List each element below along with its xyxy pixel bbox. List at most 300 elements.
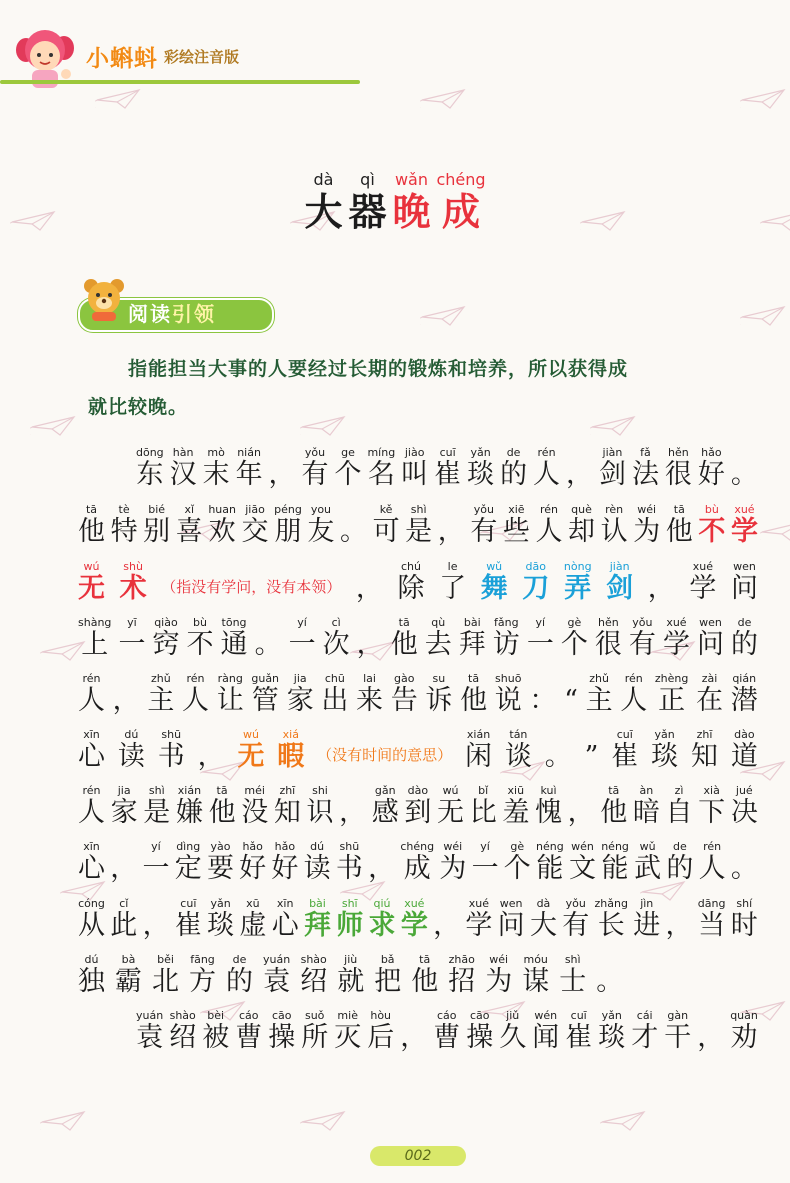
character — [226, 953, 253, 997]
paper-plane-icon — [30, 415, 76, 437]
idiom-meaning — [88, 350, 752, 426]
pinyin: yǒu — [632, 616, 653, 629]
character — [142, 840, 169, 884]
character — [274, 784, 301, 828]
pinyin: shū — [339, 840, 360, 853]
hanzi: 所 — [301, 1022, 329, 1053]
hanzi: 当 — [698, 910, 726, 941]
pinyin: néng — [601, 840, 629, 853]
character — [648, 560, 675, 604]
character — [500, 446, 527, 490]
pinyin: tā — [608, 784, 620, 797]
pinyin: shì — [410, 503, 427, 516]
pinyin: xué — [692, 560, 713, 573]
meaning-line-2: 就比较晚。 — [88, 396, 189, 418]
hanzi: 法 — [631, 459, 659, 490]
hanzi: 剑 — [606, 573, 634, 604]
pinyin: quàn — [730, 1009, 758, 1022]
character — [391, 672, 418, 716]
pinyin: yào — [210, 840, 231, 853]
highlighted-character — [369, 897, 396, 941]
character — [634, 840, 661, 884]
hanzi: 久 — [499, 1022, 527, 1053]
hanzi: ， — [110, 853, 138, 884]
character — [467, 446, 494, 490]
character — [302, 446, 329, 490]
pinyin: jiǔ — [506, 1009, 520, 1022]
character — [731, 446, 758, 490]
pinyin: xià — [703, 784, 720, 797]
character — [698, 446, 725, 490]
character — [611, 728, 638, 772]
character — [373, 503, 400, 547]
highlighted-character — [522, 560, 549, 604]
pinyin: dà — [313, 170, 334, 189]
pinyin: chú — [400, 560, 421, 573]
character — [235, 1009, 262, 1053]
pinyin: cuī — [180, 897, 197, 910]
character — [115, 953, 142, 997]
character — [400, 840, 434, 884]
pinyin: tā — [216, 784, 228, 797]
pinyin: jìn — [640, 897, 654, 910]
character — [323, 616, 350, 660]
character — [334, 446, 361, 490]
pinyin: bié — [148, 503, 166, 516]
hanzi: 不 — [698, 516, 726, 547]
hanzi: 了 — [439, 573, 467, 604]
hanzi: 暇 — [277, 741, 305, 772]
character — [175, 897, 202, 941]
hanzi: 人 — [698, 853, 726, 884]
character — [655, 672, 688, 716]
pinyin: jia — [117, 784, 131, 797]
hanzi: 一 — [526, 629, 554, 660]
hanzi: 一 — [118, 629, 146, 660]
hanzi: 无 — [437, 797, 465, 828]
hanzi: 好 — [271, 853, 299, 884]
hanzi: 的 — [226, 966, 253, 997]
character — [561, 616, 588, 660]
character — [111, 503, 138, 547]
highlighted-character — [277, 728, 304, 772]
character — [306, 784, 333, 828]
hanzi: 决 — [730, 797, 758, 828]
character — [401, 446, 428, 490]
character — [633, 897, 660, 941]
character — [503, 503, 530, 547]
pinyin: shi — [312, 784, 328, 797]
hanzi: 自 — [665, 797, 693, 828]
hanzi: 术 — [119, 573, 147, 604]
pinyin: zhǎng — [594, 897, 628, 910]
hanzi: 很 — [664, 459, 692, 490]
pinyin: kuì — [540, 784, 557, 797]
hanzi: 劝 — [730, 1022, 758, 1053]
character — [433, 1009, 460, 1053]
hanzi: 个 — [334, 459, 362, 490]
character — [209, 784, 236, 828]
character — [217, 672, 244, 716]
character — [274, 503, 302, 547]
character — [268, 1009, 295, 1053]
hanzi: 好 — [239, 853, 267, 884]
character — [731, 672, 758, 716]
character — [448, 953, 475, 997]
hanzi: 舞 — [480, 573, 508, 604]
character — [595, 616, 622, 660]
pinyin: jia — [293, 672, 307, 685]
hanzi: 闻 — [532, 1022, 560, 1053]
hanzi: 谋 — [522, 966, 550, 997]
highlighted-character — [336, 897, 363, 941]
pinyin: tōng — [221, 616, 247, 629]
character — [730, 1009, 758, 1053]
pinyin: zhǔ — [589, 672, 609, 685]
character — [586, 672, 613, 716]
character — [207, 840, 234, 884]
pinyin: fǎng — [493, 616, 519, 629]
pinyin: dào — [734, 728, 755, 741]
hanzi: 末 — [202, 459, 230, 490]
pinyin: you — [310, 503, 332, 516]
hanzi: 名 — [367, 459, 395, 490]
hanzi: 有 — [301, 459, 329, 490]
paper-plane-icon — [300, 1110, 346, 1132]
character — [585, 728, 599, 772]
hanzi: 出 — [321, 685, 349, 716]
hanzi: 在 — [696, 685, 724, 716]
hanzi: 为 — [633, 516, 661, 547]
hanzi: 进 — [633, 910, 661, 941]
pinyin: xǐ — [184, 503, 195, 516]
pinyin: cáo — [436, 1009, 457, 1022]
hanzi: 袁 — [136, 1022, 164, 1053]
pinyin: shàng — [78, 616, 112, 629]
brand-name: 小蝌蚪 — [86, 45, 158, 72]
character — [78, 503, 105, 547]
character — [400, 1009, 427, 1053]
hanzi: 操 — [466, 1022, 494, 1053]
pinyin: nòng — [563, 560, 592, 573]
pinyin: wen — [733, 560, 756, 573]
character — [202, 1009, 229, 1053]
character — [536, 840, 564, 884]
hanzi: 除 — [397, 573, 425, 604]
pinyin: wéi — [489, 953, 509, 966]
pinyin: yí — [480, 840, 490, 853]
pinyin: xiū — [507, 784, 525, 797]
hanzi: 大 — [304, 190, 343, 234]
hanzi: 把 — [374, 966, 402, 997]
pinyin: tā — [468, 672, 480, 685]
pinyin: zhāo — [448, 953, 475, 966]
pinyin: xué — [404, 897, 425, 910]
pinyin: hǎo — [242, 840, 263, 853]
hanzi: 琰 — [598, 1022, 626, 1053]
character — [198, 728, 225, 772]
hanzi: ， — [665, 910, 693, 941]
character — [564, 672, 578, 716]
pinyin: zài — [701, 672, 718, 685]
pinyin: shuō — [495, 672, 522, 685]
hanzi: 无 — [237, 741, 265, 772]
character — [533, 446, 560, 490]
pinyin: cuī — [616, 728, 633, 741]
character — [620, 672, 647, 716]
pinyin: wéi — [443, 840, 463, 853]
character — [152, 616, 179, 660]
bear-mascot-icon — [82, 276, 126, 322]
hanzi: 成 — [403, 853, 431, 884]
hanzi: 家 — [286, 685, 314, 716]
character — [601, 503, 628, 547]
hanzi: 心 — [78, 741, 105, 772]
story-line — [136, 444, 758, 490]
hanzi: 。 — [730, 459, 758, 490]
pinyin: bǎ — [380, 953, 395, 966]
highlighted-character — [698, 503, 725, 547]
hanzi: ， — [142, 910, 170, 941]
character — [182, 672, 209, 716]
hanzi: 成 — [442, 190, 481, 234]
hanzi: 剑 — [598, 459, 626, 490]
pinyin: tā — [419, 953, 431, 966]
hanzi: 招 — [448, 966, 476, 997]
character — [433, 897, 460, 941]
hanzi: 却 — [568, 516, 596, 547]
character — [411, 953, 438, 997]
character — [152, 953, 179, 997]
hanzi: 器 — [348, 190, 387, 234]
pinyin: fǎ — [640, 446, 651, 459]
highlighted-character — [304, 897, 331, 941]
character — [301, 1009, 328, 1053]
pinyin: qì — [360, 170, 375, 189]
pinyin: wǎn — [394, 170, 428, 189]
hanzi: 灭 — [334, 1022, 362, 1053]
character — [78, 784, 105, 828]
pinyin: wen — [699, 616, 722, 629]
header-rule — [0, 80, 360, 84]
character — [731, 840, 758, 884]
hanzi: 让 — [216, 685, 244, 716]
character — [545, 728, 572, 772]
hanzi: 绍 — [169, 1022, 197, 1053]
hanzi: 喜 — [175, 516, 203, 547]
pinyin: xué — [734, 503, 755, 516]
pinyin: le — [447, 560, 458, 573]
character — [136, 446, 164, 490]
hanzi: 文 — [568, 853, 596, 884]
hanzi: 的 — [500, 459, 528, 490]
character — [633, 503, 660, 547]
pinyin: yuán — [263, 953, 291, 966]
character — [367, 1009, 394, 1053]
character — [493, 616, 520, 660]
pinyin: dāng — [697, 897, 726, 910]
hanzi: 虚 — [239, 910, 267, 941]
hanzi: 访 — [492, 629, 520, 660]
hanzi: 学 — [465, 910, 493, 941]
pinyin: xué — [666, 616, 687, 629]
pinyin: zhī — [279, 784, 296, 797]
reading-guide-header — [78, 276, 272, 332]
paper-plane-icon — [740, 305, 786, 327]
character — [425, 616, 452, 660]
hanzi: 书 — [157, 741, 185, 772]
hanzi: ” — [584, 741, 599, 772]
character — [485, 953, 512, 997]
hanzi: 有 — [470, 516, 498, 547]
character — [340, 503, 367, 547]
hanzi: 说 — [494, 685, 522, 716]
character — [629, 616, 656, 660]
highlighted-character — [237, 728, 264, 772]
pinyin: míng — [367, 446, 396, 459]
hanzi: 琰 — [467, 459, 495, 490]
hanzi: ， — [268, 459, 296, 490]
hanzi: 。 — [254, 629, 282, 660]
hanzi: 是 — [143, 797, 171, 828]
hanzi: 书 — [335, 853, 363, 884]
hanzi: ， — [339, 797, 367, 828]
pinyin: rén — [82, 784, 101, 797]
character — [304, 170, 342, 234]
pinyin: móu — [523, 953, 548, 966]
hanzi: 问 — [497, 910, 525, 941]
paper-plane-icon — [600, 1110, 646, 1132]
hanzi: 拜 — [458, 629, 486, 660]
hanzi: 心 — [271, 910, 299, 941]
character — [530, 897, 557, 941]
page-header — [0, 0, 790, 96]
hanzi: 主 — [585, 685, 613, 716]
character — [697, 1009, 724, 1053]
pinyin: yí — [297, 616, 307, 629]
character — [565, 1009, 592, 1053]
hanzi: 他 — [390, 629, 418, 660]
hanzi: ， — [355, 573, 383, 604]
hanzi: “ — [564, 685, 578, 716]
paper-plane-icon — [760, 520, 790, 542]
pinyin: cì — [331, 616, 341, 629]
character — [595, 897, 628, 941]
highlighted-character — [731, 503, 758, 547]
character — [696, 672, 723, 716]
hanzi: 从 — [78, 910, 105, 941]
hanzi: 崔 — [565, 1022, 593, 1053]
hanzi: 友 — [307, 516, 335, 547]
pinyin: cāo — [271, 1009, 292, 1022]
character — [731, 728, 758, 772]
pinyin: chū — [324, 672, 345, 685]
pinyin: gǎn — [374, 784, 396, 797]
hanzi: 识 — [306, 797, 334, 828]
pinyin: tā — [398, 616, 410, 629]
character — [470, 784, 497, 828]
character — [143, 897, 170, 941]
hanzi: 谈 — [504, 741, 532, 772]
hanzi: 读 — [117, 741, 145, 772]
character — [78, 953, 105, 997]
character — [439, 560, 466, 604]
pinyin: de — [232, 953, 247, 966]
story-line — [136, 1007, 758, 1053]
pinyin: fāng — [190, 953, 215, 966]
hanzi: 上 — [81, 629, 109, 660]
hanzi: 无 — [78, 573, 105, 604]
character — [170, 446, 197, 490]
hanzi: 个 — [503, 853, 531, 884]
hanzi: 一 — [471, 853, 499, 884]
hanzi: 嫌 — [175, 797, 203, 828]
pinyin: tè — [118, 503, 130, 516]
character — [255, 616, 282, 660]
pinyin: shū — [161, 728, 182, 741]
character — [272, 897, 299, 941]
character — [425, 672, 452, 716]
character — [499, 1009, 526, 1053]
character — [666, 503, 693, 547]
story-line — [78, 951, 758, 997]
pinyin: yǒu — [565, 897, 586, 910]
pinyin: xiá — [282, 728, 299, 741]
hanzi: 羞 — [502, 797, 530, 828]
story-line — [78, 838, 758, 884]
hanzi: 崔 — [434, 459, 462, 490]
pinyin: shì — [564, 953, 581, 966]
pinyin: bèi — [207, 1009, 225, 1022]
paper-plane-icon — [40, 1110, 86, 1132]
hanzi: 问 — [696, 629, 724, 660]
character — [532, 1009, 559, 1053]
pinyin: shào — [300, 953, 327, 966]
character — [143, 784, 170, 828]
character — [535, 503, 562, 547]
pinyin: hěn — [668, 446, 689, 459]
hanzi: 朋 — [274, 516, 302, 547]
pinyin: gàn — [667, 1009, 689, 1022]
pinyin: rèn — [605, 503, 624, 516]
highlighted-character — [392, 170, 430, 234]
hanzi: 人 — [182, 685, 210, 716]
hanzi: 他 — [460, 685, 488, 716]
meaning-line-1: 指能担当大事的人要经过长期的锻炼和培养，所以获得成 — [128, 358, 629, 380]
hanzi: 家 — [110, 797, 138, 828]
hanzi: 潜 — [730, 685, 758, 716]
hanzi: 人 — [533, 459, 561, 490]
pinyin: yǎn — [470, 446, 491, 459]
pinyin: néng — [536, 840, 564, 853]
character — [321, 672, 348, 716]
character — [666, 784, 693, 828]
character — [221, 616, 248, 660]
pinyin: rén — [624, 672, 643, 685]
pinyin: dú — [124, 728, 139, 741]
hanzi: 他 — [208, 797, 236, 828]
pinyin: rén — [703, 840, 722, 853]
character — [175, 840, 202, 884]
hanzi: 学 — [689, 573, 717, 604]
pinyin: ge — [341, 446, 355, 459]
hanzi: 方 — [189, 966, 216, 997]
pinyin: wú — [442, 784, 459, 797]
pinyin: shí — [736, 897, 753, 910]
character — [566, 446, 593, 490]
pinyin: què — [571, 503, 592, 516]
character — [242, 503, 269, 547]
